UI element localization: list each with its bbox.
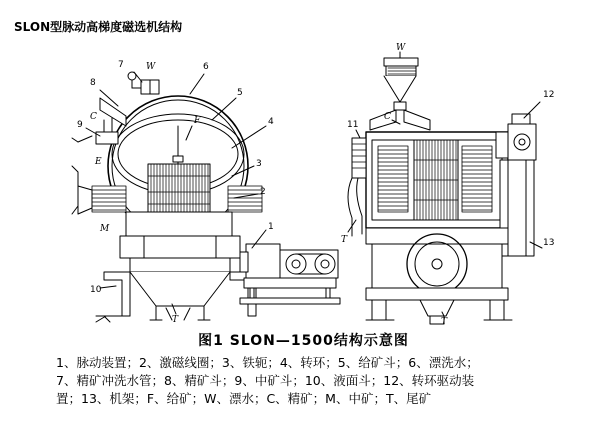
diagram-svg xyxy=(0,36,607,326)
legend-line-3: 置；13、机架；F、给矿；W、漂水；C、精矿；M、中矿；T、尾矿 xyxy=(56,391,432,406)
svg-text:C: C xyxy=(90,112,97,122)
svg-text:6: 6 xyxy=(203,62,209,72)
diagram-figure xyxy=(0,36,607,326)
svg-text:E: E xyxy=(95,157,102,167)
svg-text:10: 10 xyxy=(90,285,102,295)
svg-text:8: 8 xyxy=(90,78,96,88)
svg-text:9: 9 xyxy=(77,120,83,130)
svg-text:W: W xyxy=(396,43,406,53)
svg-text:13: 13 xyxy=(543,238,555,248)
svg-text:T: T xyxy=(441,317,448,326)
svg-text:2: 2 xyxy=(260,187,266,197)
svg-text:4: 4 xyxy=(268,117,274,127)
legend-line-1: 1、脉动装置；2、激磁线圈；3、铁轭；4、转环；5、给矿斗；6、漂洗水； xyxy=(56,355,479,370)
svg-text:T: T xyxy=(341,235,348,245)
svg-text:11: 11 xyxy=(347,120,359,130)
svg-text:7: 7 xyxy=(118,60,124,70)
figure-caption: 图1 SLON—1500结构示意图 xyxy=(198,333,409,349)
svg-text:F: F xyxy=(194,116,201,126)
svg-text:3: 3 xyxy=(256,159,262,169)
svg-text:T: T xyxy=(172,315,179,325)
svg-text:12: 12 xyxy=(543,90,555,100)
svg-text:M: M xyxy=(100,224,110,234)
legend-line-2: 7、精矿冲洗水管；8、精矿斗；9、中矿斗；10、液面斗；12、转环驱动装 xyxy=(56,373,475,388)
page-title: SLON型脉动高梯度磁选机结构 xyxy=(14,20,183,34)
figure-legend xyxy=(56,354,556,408)
svg-text:5: 5 xyxy=(237,88,243,98)
svg-text:C: C xyxy=(384,112,391,122)
svg-text:1: 1 xyxy=(268,222,274,232)
svg-text:W: W xyxy=(146,62,156,72)
